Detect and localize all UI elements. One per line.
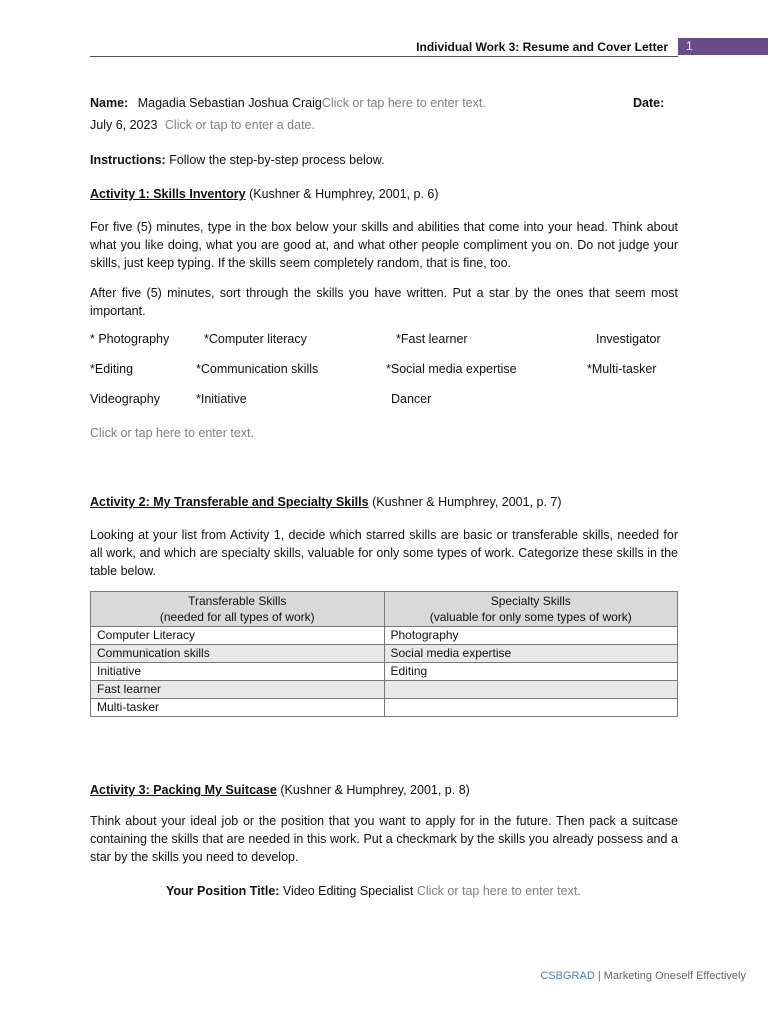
date-value[interactable]: July 6, 2023 <box>90 118 158 132</box>
activity2-heading <box>90 493 678 511</box>
position-placeholder[interactable]: Click or tap here to enter text. <box>416 884 581 898</box>
activity1-paragraph-2: After five (5) minutes, sort through the skills you have written. Put a star by the ones that seem most important. <box>90 286 678 318</box>
date-label: Date: <box>633 96 665 110</box>
activity1-paragraph-1: For five (5) minutes, type in the box below your skills and abilities that come into your head. Think about what you like doing, what you are good at, and what other people compliment you on. Do not judge your skills, just keep typing. If the skills seem completely random, that is fine, too. <box>90 220 678 270</box>
transferable-header <box>91 592 385 627</box>
header-rule <box>90 56 678 57</box>
specialty-title: Specialty Skills <box>490 594 571 608</box>
skill-item[interactable]: Videography <box>90 392 160 406</box>
name-line <box>90 94 678 112</box>
position-label: Your Position Title: <box>166 884 280 898</box>
name-placeholder[interactable]: Click or tap here to enter text. <box>321 96 486 110</box>
table-row <box>91 627 678 645</box>
activity3-citation: (Kushner & Humphrey, 2001, p. 8) <box>280 783 470 797</box>
skills-table <box>90 591 678 717</box>
date-placeholder[interactable]: Click or tap to enter a date. <box>164 118 315 132</box>
activity2-title: Activity 2: My Transferable and Specialty Skills <box>90 495 369 509</box>
skill-item[interactable]: *Fast learner <box>396 332 468 346</box>
specialty-cell[interactable]: Photography <box>384 627 678 645</box>
specialty-cell[interactable] <box>384 681 678 699</box>
specialty-header <box>384 592 678 627</box>
position-title-line <box>166 882 581 900</box>
activity1-heading <box>90 185 678 203</box>
header-title: Individual Work 3: Resume and Cover Letter <box>416 40 668 54</box>
footer-brand: CSBGRAD <box>540 970 595 982</box>
activity3-title: Activity 3: Packing My Suitcase <box>90 783 277 797</box>
skill-item[interactable]: *Communication skills <box>196 362 319 376</box>
skill-item[interactable]: *Initiative <box>196 392 247 406</box>
instructions <box>90 151 678 169</box>
activity3-paragraph: Think about your ideal job or the position that you want to apply for in the future. Then pack a suitcase containing the skills that are needed in this work. Put a checkmark by the skills you already possess and a star by the skills you need to develop. <box>90 814 678 864</box>
skill-item[interactable]: Dancer <box>391 392 432 406</box>
footer-separator: | <box>597 970 601 982</box>
activity2-citation: (Kushner & Humphrey, 2001, p. 7) <box>372 495 562 509</box>
transferable-cell[interactable]: Fast learner <box>91 681 385 699</box>
name-value[interactable]: Magadia Sebastian Joshua Craig <box>137 96 322 110</box>
skill-item[interactable]: *Multi-tasker <box>587 362 657 376</box>
instructions-text: Follow the step-by-step process below. <box>169 153 385 167</box>
transferable-cell[interactable]: Computer Literacy <box>91 627 385 645</box>
footer <box>540 970 746 982</box>
table-row <box>91 681 678 699</box>
specialty-cell[interactable]: Editing <box>384 663 678 681</box>
page-number-badge: 1 <box>678 38 768 55</box>
activity1-citation: (Kushner & Humphrey, 2001, p. 6) <box>249 187 439 201</box>
skill-item[interactable]: *Editing <box>90 362 134 376</box>
date-line <box>90 116 678 134</box>
skill-item[interactable]: Investigator <box>596 332 661 346</box>
instructions-label: Instructions: <box>90 153 166 167</box>
position-value[interactable]: Video Editing Specialist <box>282 884 414 898</box>
footer-text: Marketing Oneself Effectively <box>603 970 746 982</box>
table-row <box>91 699 678 717</box>
transferable-cell[interactable]: Multi-tasker <box>91 699 385 717</box>
transferable-subtitle: (needed for all types of work) <box>159 610 315 624</box>
transferable-cell[interactable]: Communication skills <box>91 645 385 663</box>
skill-item[interactable]: *Social media expertise <box>386 362 517 376</box>
transferable-cell[interactable]: Initiative <box>91 663 385 681</box>
activity3-heading <box>90 781 678 799</box>
activity2-paragraph: Looking at your list from Activity 1, decide which starred skills are basic or transferable skills, needed for all work, and which are specialty skills, valuable for only some types of work. Categorize these skills in the table below. <box>90 528 678 578</box>
specialty-cell[interactable]: Social media expertise <box>384 645 678 663</box>
skill-item[interactable]: * Photography <box>90 332 170 346</box>
specialty-cell[interactable] <box>384 699 678 717</box>
transferable-title: Transferable Skills <box>188 594 287 608</box>
specialty-subtitle: (valuable for only some types of work) <box>429 610 632 624</box>
table-row <box>91 663 678 681</box>
skill-item[interactable]: *Computer literacy <box>204 332 307 346</box>
activity1-placeholder[interactable]: Click or tap here to enter text. <box>90 426 254 440</box>
activity1-title: Activity 1: Skills Inventory <box>90 187 246 201</box>
table-header-row <box>91 592 678 627</box>
name-label: Name: <box>90 96 129 110</box>
table-row <box>91 645 678 663</box>
